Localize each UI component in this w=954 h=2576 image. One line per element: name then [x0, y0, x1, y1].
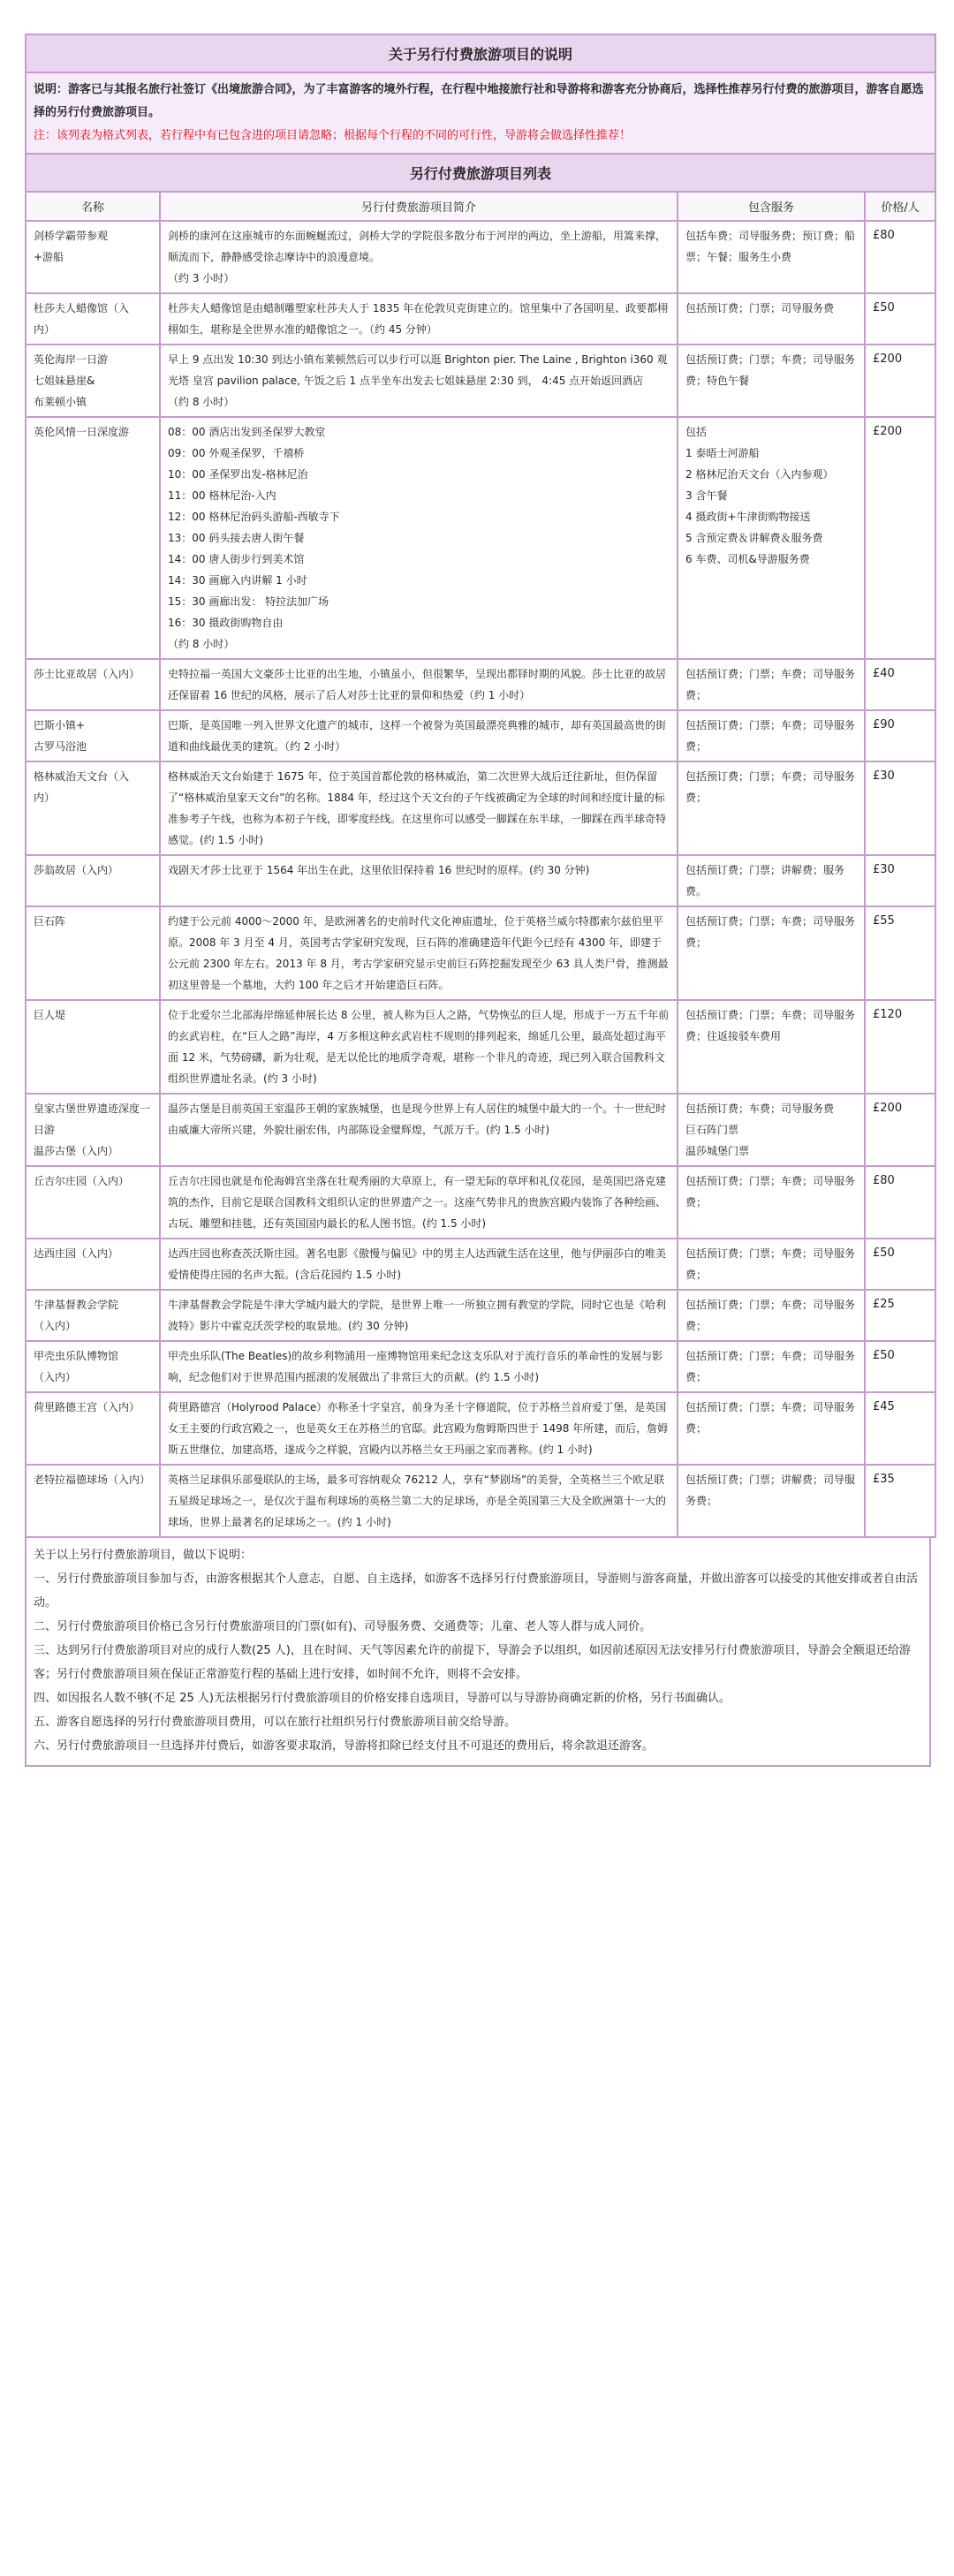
item-services-line: 1 泰晤士河游船: [685, 447, 760, 459]
item-name-line: 巨人堤: [34, 1009, 66, 1021]
item-services-line: 包括预订费；门票；车费；司导服务费；: [685, 1350, 856, 1383]
item-services-line: 巨石阵门票: [685, 1124, 739, 1136]
item-name: [26, 1239, 160, 1290]
item-services-line: 2 格林尼治天文台（入内参观）: [685, 468, 834, 481]
item-description: [160, 855, 678, 906]
item-price: £200: [865, 345, 935, 417]
table-row: [26, 345, 935, 417]
intro-statement: 说明：游客已与其报名旅行社签订《出境旅游合同》，为了丰富游客的境外行程，在行程中地接旅行社和导游将和游客充分协商后，选择性推荐另行付费的旅游项目，游客自愿选择的另行付费旅游项目。: [34, 83, 924, 119]
item-name: [26, 659, 160, 710]
item-description: [160, 1341, 678, 1392]
item-price: £80: [865, 221, 935, 293]
item-description-line: 格林威治天文台始建于 1675 年，位于英国首都伦敦的格林威治，第二次世界大战后迁往新址，但仍保留了“格林威治皇家天文台”的名称。1884 年，经过这个天文台的子午线被确定为全球的时间和经度计量的标准参考子午线，也称为本初子午线，即零度经线。在这里你可以感受一脚踩在东半球，一脚踩在西半球奇特感觉。(约 1.5 小时): [168, 770, 667, 846]
item-description-line: 甲壳虫乐队(The Beatles)的故乡利物浦用一座博物馆用来纪念这支乐队对于流行音乐的革命性的发展与影响，纪念他们对于世界范围内摇滚的发展做出了非常巨大的贡献。(约 1.5 小时): [168, 1350, 663, 1383]
item-price: £200: [865, 1094, 935, 1166]
item-name-line: 内）: [34, 323, 56, 336]
item-services: [678, 1341, 865, 1392]
item-services-line: 包括预订费；门票；车费；司导服务费；: [685, 1401, 856, 1435]
item-price: £30: [865, 855, 935, 906]
item-name: [26, 1465, 160, 1537]
table-row: [26, 906, 935, 1000]
item-services: [678, 855, 865, 906]
note-line: 二、另行付费旅游项目价格已含另行付费旅游项目的门票(如有)、司导服务费、交通费等；儿童、老人等人群与成人同价。: [34, 1620, 652, 1633]
item-services: [678, 1290, 865, 1341]
intro-section: [26, 72, 935, 154]
item-name: [26, 417, 160, 659]
document-title: 关于另行付费旅游项目的说明: [26, 34, 935, 72]
item-services: [678, 1000, 865, 1094]
table-row: [26, 293, 935, 345]
column-header-services: 包含服务: [678, 192, 865, 221]
item-services-line: 包括预订费；门票；车费；司导服务费；: [685, 915, 856, 949]
item-price: £120: [865, 1000, 935, 1094]
item-services: [678, 1094, 865, 1166]
item-description: [160, 659, 678, 710]
table-row: [26, 761, 935, 855]
item-description-line: 13：00 码头接去唐人街午餐: [168, 532, 305, 544]
item-description-line: 约建于公元前 4000～2000 年，是欧洲著名的史前时代文化神庙遗址，位于英格兰威尔特郡索尔兹伯里平原。2008 年 3 月至 4 月，英国考古学家研究发现，巨石阵的准确建造年代距今已经有 4300 年，即建于公元前 2300 年左右。2013 年 8 月，考古学家研究显示史前巨石阵挖掘发现至少 63 具人类尸骨，推测最初这里曾是一个墓地，大约 100 年之后才开始建造巨石阵。: [168, 915, 669, 991]
item-description-line: （约 8 小时）: [168, 638, 235, 650]
item-services-line: 包括预订费；车费；司导服务费: [685, 1102, 835, 1115]
table-row: [26, 855, 935, 906]
item-description: [160, 1392, 678, 1465]
item-name-line: 达西庄园（入内）: [34, 1247, 119, 1260]
item-description-line: （约 8 小时）: [168, 396, 235, 408]
item-price: £30: [865, 761, 935, 855]
item-name-line: 英伦海岸一日游: [34, 353, 109, 366]
table-row: [26, 1290, 935, 1341]
table-row: [26, 1166, 935, 1239]
item-description: [160, 1094, 678, 1166]
table-row: [26, 1000, 935, 1094]
item-description: [160, 293, 678, 345]
item-description-line: 温莎古堡是目前英国王室温莎王朝的家族城堡，也是现今世界上有人居住的城堡中最大的一个。十一世纪时由威廉大帝所兴建，外貌壮丽宏伟，内部陈设金璧辉煌，气派万千。(约 1.5 小时): [168, 1102, 667, 1136]
item-description-line: 剑桥的康河在这座城市的东面蜿蜒流过，剑桥大学的学院很多散分布于河岸的两边，坐上游船，用篙来撑，顺流而下，静静感受徐志摩诗中的浪漫意境。: [168, 230, 667, 263]
item-description-line: 15：30 画廊出发： 特拉法加广场: [168, 595, 329, 608]
intro-note: 注：该列表为格式列表，若行程中有已包含进的项目请忽略；根据每个行程的不同的可行性，导游将会做选择性推荐！: [34, 129, 632, 142]
item-name-line: 剑桥学霸带参观: [34, 230, 109, 242]
item-price: £90: [865, 710, 935, 761]
table-row: [26, 710, 935, 761]
item-name-line: 巴斯小镇+: [34, 719, 86, 731]
item-name-line: 皇家古堡世界遗迹深度一日游: [34, 1102, 151, 1136]
note-line: 六、另行付费旅游项目一旦选择并付费后，如游客要求取消，导游将扣除已经支付且不可退还的费用后，将余款退还游客。: [34, 1739, 655, 1753]
item-description-line: 戏剧天才莎士比亚于 1564 年出生在此，这里依旧保持着 16 世纪时的原样。(约 30 分钟): [168, 864, 590, 876]
item-name: [26, 293, 160, 345]
item-description-line: 杜莎夫人蜡像馆是由蜡制雕塑家杜莎夫人于 1835 年在伦敦贝克街建立的。馆里集中了各国明星、政要都栩栩如生，堪称是全世界水准的蜡像馆之一。（约 45 分钟）: [168, 302, 669, 336]
table-row: [26, 1239, 935, 1290]
item-name: [26, 1094, 160, 1166]
table-row: [26, 417, 935, 659]
item-services-line: 6 车费、司机&导游服务费: [685, 553, 810, 565]
item-name-line: 丘吉尔庄园（入内）: [34, 1175, 130, 1187]
item-services-line: 3 含午餐: [685, 489, 728, 502]
item-name-line: 莎士比亚故居（入内）: [34, 668, 140, 680]
item-price: £50: [865, 1341, 935, 1392]
info-table: [25, 34, 936, 1538]
item-description-line: 09：00 外观圣保罗，千禧桥: [168, 447, 305, 459]
item-description: [160, 1290, 678, 1341]
item-description-line: 12：00 格林尼治码头游船-西敏寺下: [168, 511, 340, 523]
item-name-line: 甲壳虫乐队博物馆: [34, 1350, 119, 1362]
item-description: [160, 761, 678, 855]
item-description-line: 达西庄园也称查茨沃斯庄园。著名电影《傲慢与偏见》中的男主人达西就生活在这里，他与伊丽莎白的唯美爱情使得庄园的名声大振。(含后花园约 1.5 小时): [168, 1247, 667, 1281]
item-description-line: （约 3 小时）: [168, 272, 235, 284]
item-services: [678, 761, 865, 855]
item-name-line: 七姐妹悬崖&: [34, 375, 95, 387]
item-price: £50: [865, 1239, 935, 1290]
table-row: [26, 221, 935, 293]
item-name: [26, 710, 160, 761]
table-row: [26, 1341, 935, 1392]
item-price: £50: [865, 293, 935, 345]
item-description: [160, 1465, 678, 1537]
item-description-line: 牛津基督教会学院是牛津大学城内最大的学院，是世界上唯一一所独立拥有教堂的学院，同时它也是《哈利波特》影片中霍克沃茨学校的取景地。(约 30 分钟): [168, 1299, 667, 1332]
item-description-line: 11：00 格林尼治-入内: [168, 489, 276, 502]
item-price: £35: [865, 1465, 935, 1537]
item-services-line: 包括预订费；门票；车费；司导服务费；: [685, 770, 856, 804]
item-services-line: 包括预订费；门票；司导服务费: [685, 302, 835, 314]
item-description: [160, 221, 678, 293]
table-row: [26, 659, 935, 710]
item-name: [26, 1392, 160, 1465]
item-services: [678, 345, 865, 417]
item-description-line: 16：30 摄政街购物自由: [168, 617, 284, 629]
item-description: [160, 906, 678, 1000]
item-services-line: 4 摄政街+牛津街购物接送: [685, 511, 811, 523]
item-name-line: 格林威治天文台（入: [34, 770, 130, 783]
item-name: [26, 761, 160, 855]
item-price: £55: [865, 906, 935, 1000]
item-services-line: 包括预订费；门票；车费；司导服务费；: [685, 668, 856, 701]
item-services-line: 包括预订费；门票；车费；司导服务费；: [685, 719, 856, 753]
item-description: [160, 1166, 678, 1239]
table-row: [26, 1094, 935, 1166]
item-name-line: 杜莎夫人蜡像馆（入: [34, 302, 130, 314]
item-services: [678, 1239, 865, 1290]
item-description-line: 10：00 圣保罗出发-格林尼治: [168, 468, 308, 481]
item-price: £80: [865, 1166, 935, 1239]
item-services: [678, 221, 865, 293]
item-services: [678, 710, 865, 761]
item-services: [678, 293, 865, 345]
item-name-line: 牛津基督教会学院: [34, 1299, 119, 1311]
notes-section: [25, 1538, 931, 1767]
item-services-line: 包括预订费；门票；讲解费；服务费。: [685, 864, 845, 898]
document-page: [25, 34, 935, 1767]
item-services-line: 包括预订费；门票；车费；司导服务费；: [685, 1299, 856, 1332]
item-services: [678, 659, 865, 710]
table-row: [26, 1392, 935, 1465]
item-price: £40: [865, 659, 935, 710]
item-name: [26, 1290, 160, 1341]
item-description-line: 巴斯，是英国唯一列入世界文化遗产的城市，这样一个被誉为英国最漂亮典雅的城市，却有英国最高贵的街道和曲线最优美的建筑。（约 2 小时）: [168, 719, 667, 753]
item-name: [26, 855, 160, 906]
item-name-line: 老特拉福德球场（入内）: [34, 1474, 151, 1486]
column-header-description: 另行付费旅游项目简介: [160, 192, 678, 221]
item-services-line: 包括预订费；门票；车费；司导服务费；: [685, 1175, 856, 1208]
note-line: 三、达到另行付费旅游项目对应的成行人数(25 人)，且在时间、天气等因素允许的前提下，导游会予以组织，如因前述原因无法安排另行付费旅游项目，导游会全额退还给游客；另行付费旅游项目须在保证正常游览行程的基础上进行安排，如时间不允许，则将不会安排。: [34, 1644, 911, 1681]
item-description-line: 英格兰足球俱乐部曼联队的主场，最多可容纳观众 76212 人，享有“梦剧场”的美誉，全英格兰三个欧足联五星级足球场之一，是仅次于温布利球场的英格兰第二大的足球场，亦是全英国第三大及全欧洲第十一大的球场，世界上最著名的足球场之一。(约 1 小时): [168, 1474, 667, 1528]
item-description: [160, 1000, 678, 1094]
note-line: 五、游客自愿选择的另行付费旅游项目费用，可以在旅行社组织另行付费旅游项目前交给导游。: [34, 1716, 517, 1729]
item-description: [160, 417, 678, 659]
note-line: 四、如因报名人数不够(不足 25 人)无法根据另行付费旅游项目的价格安排自选项目，导游可以与导游协商确定新的价格，另行书面确认。: [34, 1692, 731, 1705]
item-description-line: 14：30 画廊入内讲解 1 小时: [168, 574, 307, 587]
item-description: [160, 710, 678, 761]
note-line: 一、另行付费旅游项目参加与否，由游客根据其个人意志，自愿、自主选择，如游客不选择另行付费旅游项目，导游则与游客商量，并做出游客可以接受的其他安排或者自由活动。: [34, 1572, 919, 1610]
column-header-name: 名称: [26, 192, 160, 221]
item-description-line: 早上 9 点出发 10:30 到达小镇布莱顿然后可以步行可以逛 Brighton pier. The Laine , Brighton i360 观光塔 皇宫 pavilion palace, 午饭之后 1 点半坐车出发去七姐妹悬崖 2:30 到， 4:45 点开始返回酒店: [168, 353, 668, 387]
note-line: 关于以上另行付费旅游项目，做以下说明：: [34, 1549, 253, 1562]
item-services: [678, 417, 865, 659]
item-description-line: 史特拉福一英国大文豪莎士比亚的出生地，小镇虽小，但很繁华，呈现出都铎时期的风貌。莎士比亚的故居还保留着 16 世纪的风格，展示了后人对莎士比亚的景仰和热爱（约 1 小时）: [168, 668, 667, 701]
item-services: [678, 1465, 865, 1537]
item-name-line: 内）: [34, 792, 56, 804]
item-name: [26, 345, 160, 417]
item-services-line: 包括预订费；门票；车费；司导服务费；: [685, 1247, 856, 1281]
item-price: £200: [865, 417, 935, 659]
item-name-line: （入内）: [34, 1371, 77, 1383]
item-services-line: 包括预订费；门票；讲解费；司导服务费；: [685, 1474, 856, 1507]
item-price: £45: [865, 1392, 935, 1465]
item-name-line: 莎翁故居（入内）: [34, 864, 119, 876]
column-header-price: 价格/人: [865, 192, 935, 221]
item-description: [160, 1239, 678, 1290]
item-name: [26, 221, 160, 293]
item-description-line: 丘吉尔庄园也就是布伦海姆宫坐落在壮观秀丽的大草原上，有一望无际的草坪和礼仪花园，是英国巴洛克建筑的杰作，目前它是联合国教科文组织认定的世界遗产之一。这座气势非凡的贵族宫殿内装饰了各种绘画、古玩、雕塑和挂毯，还有英国国内最长的私人图书馆。(约 1.5 小时): [168, 1175, 667, 1230]
item-name-line: 荷里路德王宫（入内）: [34, 1401, 140, 1413]
item-price: £25: [865, 1290, 935, 1341]
item-name-line: 英伦风情一日深度游: [34, 426, 130, 438]
item-name-line: 布莱顿小镇: [34, 396, 87, 408]
item-name-line: 巨石阵: [34, 915, 66, 928]
item-services-line: 5 含预定费＆讲解费＆服务费: [685, 532, 823, 544]
item-name-line: +游船: [34, 251, 64, 263]
item-services-line: 包括: [685, 426, 708, 438]
item-services-line: 包括车费；司导服务费；预订费；船票；午餐；服务生小费: [685, 230, 856, 263]
item-description-line: 14：00 唐人街步行到美术馆: [168, 553, 305, 565]
item-services-line: 温莎城堡门票: [685, 1145, 750, 1157]
table-row: [26, 1465, 935, 1537]
item-name: [26, 906, 160, 1000]
item-name: [26, 1000, 160, 1094]
item-name-line: 古罗马浴池: [34, 740, 87, 753]
item-name: [26, 1341, 160, 1392]
item-services: [678, 1166, 865, 1239]
item-services: [678, 906, 865, 1000]
item-description: [160, 345, 678, 417]
item-services-line: 包括预订费；门票；车费；司导服务费；往返接驳车费用: [685, 1009, 856, 1042]
item-description-line: 位于北爱尔兰北部海岸绵延伸展长达 8 公里，被人称为巨人之路，气势恢弘的巨人堤，形成于一万五千年前的玄武岩柱，在“巨人之路”海岸，4 万多根这种玄武岩柱不规则的排列起来，绵延几公里，最高处超过海平面 12 米，气势磅礴，新为壮观，是无以伦比的地质学奇观，堪称一个非凡的奇迹，现已列入联合国教科文组织世界遗址名录。(约 3 小时): [168, 1009, 670, 1085]
item-name-line: 温莎古堡（入内）: [34, 1145, 119, 1157]
item-services: [678, 1392, 865, 1465]
table-header-row: [26, 192, 935, 221]
item-name-line: （入内）: [34, 1320, 77, 1332]
list-title: 另行付费旅游项目列表: [26, 154, 935, 192]
item-services-line: 包括预订费；门票；车费；司导服务费；特色午餐: [685, 353, 856, 387]
item-description-line: 荷里路德宫（Holyrood Palace）亦称圣十字皇宫，前身为圣十字修道院，位于苏格兰首府爱丁堡，是英国女王主要的行政宫殿之一，也是英女王在苏格兰的官邸。此宫殿为詹姆斯四世于 1498 年所建，而后，詹姆斯五世继位，加建高塔，遂成今之样貌，宫殿内以苏格兰女王玛丽之家而著称。(约 1 小时): [168, 1401, 669, 1456]
item-description-line: 08：00 酒店出发到圣保罗大教堂: [168, 426, 326, 438]
item-name: [26, 1166, 160, 1239]
